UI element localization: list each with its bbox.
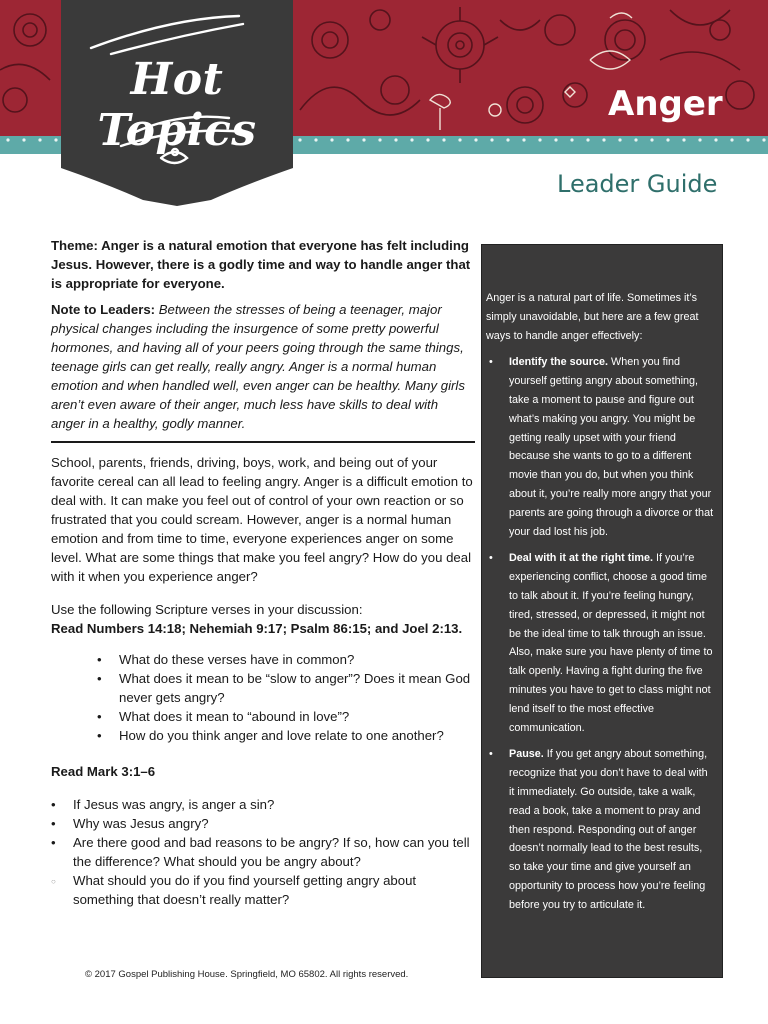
mark-reading-label: Read Mark 3:1–6 [51, 764, 156, 779]
topic-title: Anger [608, 84, 723, 124]
list-item: • Why was Jesus angry? [51, 814, 475, 833]
list-item: • What does it mean to “abound in love”? [97, 707, 475, 726]
scripture-references: Read Numbers 14:18; Nehemiah 9:17; Psalm 86:15; and Joel 2:13. [51, 621, 463, 636]
bullet-icon: • [489, 356, 493, 369]
tip-text: When you find yourself getting angry about something, take a moment to pause and figure out what’s making you angry. You might be getting really upset with your friend because she wants to go to a different movie than you do, but when you think about it, you’re really more angry that your parents are going through a divorce or that your dad lost his job. [509, 356, 714, 538]
list-item: • Are there good and bad reasons to be angry? If so, how can you tell the difference? What should you be angry about? [51, 833, 475, 871]
main-column [51, 236, 475, 909]
note-text: Between the stresses of being a teenager, major physical changes including the insurgence of some pretty powerful hormones, and having all of your peers going through the same things, teenage girls can get really, really angry. Anger is a normal human emotion and when handled well, even anger can be healthy. Many girls aren’t even aware of their anger, much less have skills to deal with anger in a healthy, godly manner. [51, 302, 465, 431]
scripture-label: Use the following Scripture verses in your discussion: [51, 602, 363, 617]
sidebar-tip [486, 549, 716, 737]
list-item: • How do you think anger and love relate to one another? [97, 726, 475, 745]
hot-topics-badge [61, 0, 293, 206]
tip-title: Deal with it at the right time. [509, 552, 653, 565]
sidebar-intro: Anger is a natural part of life. Sometimes it’s simply unavoidable, but here are a few great ways to handle anger effectively: [486, 292, 699, 342]
tip-text: If you get angry about something, recognize that you don’t have to deal with it immediately. Go outside, take a walk, read a book, take a moment to pray and then respond. Responding out of anger doesn’t normally lead to the best results, so take your time and give yourself an opportunity to process how you’re feeling before you try to articulate it. [509, 748, 708, 911]
intro-paragraph: School, parents, friends, driving, boys, work, and being out of your favorite cereal can all lead to feeling angry. Anger is a difficult emotion to deal with. It can make you feel out of control of your own reaction or so frustrated that you could scream. However, anger is a normal human emotion and from time to time, everyone experiences anger on some level. What are some things that make you feel angry? How do you deal with it when you experience anger? [51, 455, 473, 584]
list-item: ○ What should you do if you find yourself getting angry about something that doesn’t really matter? [51, 871, 475, 909]
badge-title: Hot Topics [97, 54, 257, 156]
mark-questions [51, 795, 475, 909]
tip-title: Identify the source. [509, 356, 608, 369]
verse-questions [97, 650, 475, 745]
tips-sidebar [481, 244, 723, 978]
section-divider [51, 441, 475, 443]
theme-statement: Theme: Anger is a natural emotion that everyone has felt including Jesus. However, there is a godly time and way to handle anger that is appropriate for everyone. [51, 238, 471, 291]
bullet-icon: • [489, 552, 493, 565]
page-subtitle: Leader Guide [557, 170, 718, 198]
sidebar-tip [486, 745, 716, 914]
tip-title: Pause. [509, 748, 544, 761]
list-item: • What do these verses have in common? [97, 650, 475, 669]
tip-text: If you’re experiencing conflict, choose a good time to talk about it. If you’re feeling hungry, tired, stressed, or depressed, it might not be the ideal time to talk through an issue. Also, make sure you have plenty of time to talk openly. Having a fight during the five minutes you have to get to class might not lend itself to the most effective communication. [509, 552, 713, 734]
sidebar-tip [486, 353, 716, 541]
copyright-footer: © 2017 Gospel Publishing House. Springfield, MO 65802. All rights reserved. [85, 969, 409, 980]
list-item: • What does it mean to be “slow to anger”? Does it mean God never gets angry? [97, 669, 475, 707]
note-to-leaders [51, 300, 475, 433]
bullet-icon: • [489, 748, 493, 761]
note-label: Note to Leaders: [51, 302, 156, 317]
list-item: • If Jesus was angry, is anger a sin? [51, 795, 475, 814]
